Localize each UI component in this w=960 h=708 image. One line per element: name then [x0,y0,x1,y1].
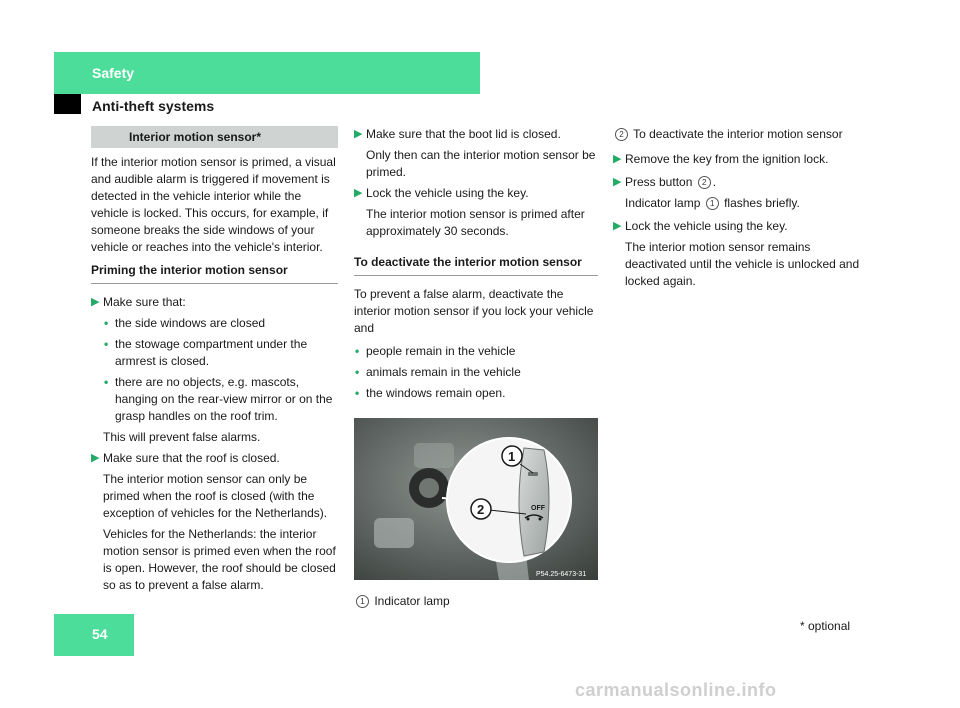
page-number: 54 [92,626,108,642]
bullet-item [91,315,338,332]
step-note: The interior motion sensor is primed after approximately 30 seconds. [366,207,585,238]
bullet-text: the stowage compartment under the armrest is closed. [115,337,308,368]
intro-text: If the interior motion sensor is primed, a visual and audible alarm is triggered if movement is detected in the vehicle interior while the vehicle is locked. This occurs, for example, if someone breaks the side windows of your vehicle or reaches into the vehicle's interior. [91,155,336,254]
step-item [613,218,863,235]
note-pre: Indicator lamp [625,196,701,210]
step-item [91,294,338,311]
header-band [54,52,480,94]
column-1 [91,126,338,598]
step-item [613,151,863,168]
off-label: OFF [531,505,545,512]
arrow-icon: ▶ [91,452,100,464]
arrow-icon: ▶ [354,187,363,199]
step-text-post: . [712,175,717,189]
bullet-icon: • [355,344,360,358]
bullet-item [354,364,598,381]
watermark: carmanualsonline.info [575,680,777,700]
section-title: Safety [92,65,135,81]
number-badge: 1 [356,595,369,608]
bullet-item [91,374,338,425]
bullet-icon: • [355,365,360,379]
number-badge: 2 [615,128,628,141]
step-note: Vehicles for the Netherlands: the interior motion sensor is primed even when the roof is open. However, the roof should be closed so as to prevent a false alarm. [103,527,336,592]
bullet-text: people remain in the vehicle [366,344,516,358]
priming-heading: Priming the interior motion sensor [91,262,338,284]
step-item [354,185,598,202]
bullet-text: there are no objects, e.g. mascots, hanging on the rear-view mirror or on the grasp handles on the roof trim. [115,375,333,423]
step-text-pre: Press button [625,175,693,189]
page-title: Anti-theft systems [92,98,215,114]
arrow-icon: ▶ [613,153,622,165]
arrow-icon: ▶ [613,176,622,188]
bullet-text: animals remain in the vehicle [366,365,521,379]
bullet-icon: • [104,375,109,389]
bullet-icon: • [104,337,109,351]
step-text: Lock the vehicle using the key. [366,186,529,200]
step-note: This will prevent false alarms. [103,430,261,444]
section-marker [54,94,81,114]
legend-text: To deactivate the interior motion sensor [633,127,843,141]
caption-text: Indicator lamp [374,594,450,608]
step-text: Make sure that the boot lid is closed. [366,127,561,141]
step-item [91,450,338,467]
arrow-icon: ▶ [354,128,363,140]
deactivate-heading: To deactivate the interior motion sensor [354,254,598,276]
bullet-icon: • [355,386,360,400]
column-3 [613,126,863,294]
bullet-item [354,343,598,360]
step-note [613,195,863,212]
step-note: The interior motion sensor remains deactivated until the vehicle is unlocked and locked again. [625,240,860,288]
photo-caption [354,593,598,610]
step-text: Lock the vehicle using the key. [625,219,788,233]
step-text: Make sure that the roof is closed. [103,451,280,465]
step-item [354,126,598,143]
callout-2: 2 [477,502,485,517]
arrow-icon: ▶ [613,220,622,232]
legend-item [613,126,863,143]
bullet-text: the side windows are closed [115,316,266,330]
number-badge: 1 [706,197,719,210]
bullet-item [91,336,338,370]
photo-code: P54.25-6473-31 [536,571,587,578]
box-title: Interior motion sensor* [91,126,338,148]
step-note: Only then can the interior motion sensor be primed. [366,148,596,179]
callout-1: 1 [508,449,516,464]
sensor-button-photo [354,418,598,580]
arrow-icon: ▶ [91,296,100,308]
bullet-icon: • [104,316,109,330]
page-number-box [54,614,134,656]
footnote: * optional [800,619,851,633]
column-2 [354,126,598,610]
step-note: The interior motion sensor can only be primed when the roof is closed (with the exception of vehicles for the Netherlands). [103,472,328,520]
bullet-item [354,385,598,402]
step-text: Make sure that: [103,295,186,309]
number-badge: 2 [698,176,711,189]
step-text: Remove the key from the ignition lock. [625,152,829,166]
deactivate-intro: To prevent a false alarm, deactivate the interior motion sensor if you lock your vehicle and [354,287,594,335]
note-post: flashes briefly. [724,196,800,210]
bullet-text: the windows remain open. [366,386,506,400]
step-item [613,174,863,191]
